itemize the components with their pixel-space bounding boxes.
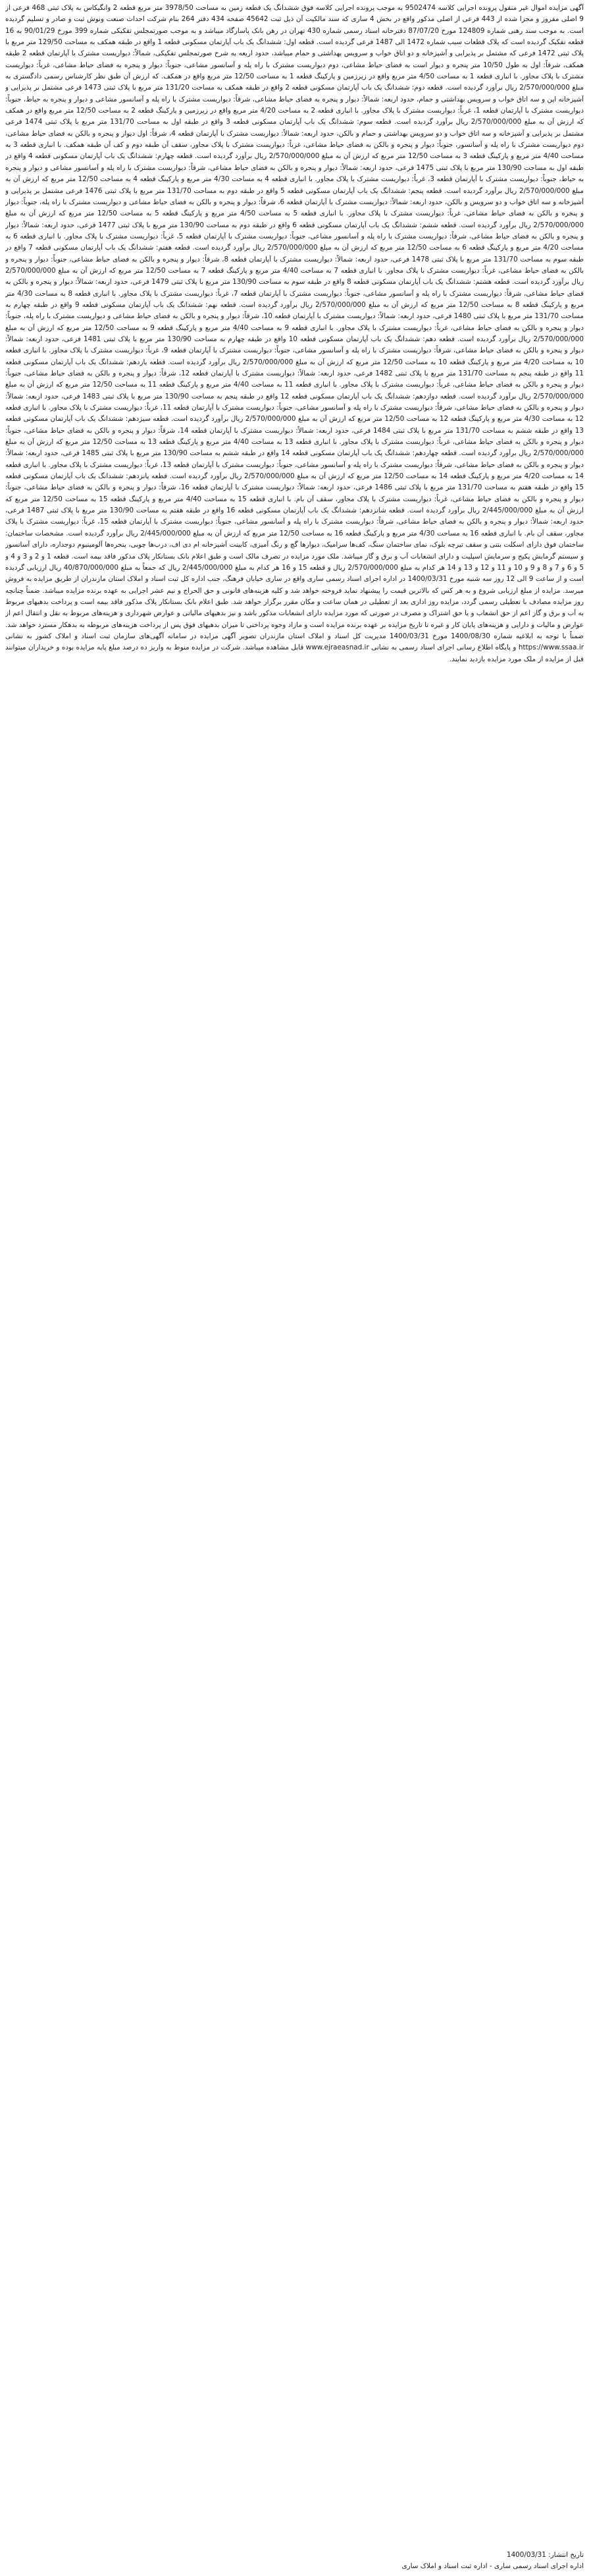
notice-body (5, 3, 584, 2545)
notice-paragraph: مشخصات ساختمان: ساختمان فوق دارای اسکلت بتنی و سقف تیرچه بلوک، نمای ساختمان سنگ، کف‌ها سرامیک، دیوارها گچ و رنگ آمیزی، کابینت آشپزخانه ام دی اف، درب‌ها چوبی، پنجره‌ها آلومینیوم دوجداره، دارای آسانسور و سیستم گرمایش پکیج و سرمایش اسپلیت و دارای انشعابات آب و برق و گاز میباشد. ملک مورد مزایده در تصرف مالک است و طبق اعلام بانک بستانکار پلاک مذکور فاقد بیمه است. (5, 529, 584, 561)
notice-paragraph: مزایده از مبلغ ارزیابی شروع و به هر کس که بالاترین قیمت را پیشنهاد نماید فروخته خواهد شد و کلیه هزینه‌های قانونی و حق الحراج و نیم عشر اجرایی به عهده برنده مزایده میباشد. ضمناً چنانچه روز مزایده مصادف با تعطیلی رسمی گردد، مزایده روز اداری بعد از تعطیلی در همان ساعت و مکان مقرر برگزار خواهد شد. طبق اعلام بانک بستانکار پلاک مذکور فاقد بیمه است و پرداخت بدهیهای مربوط به آب و برق و گاز اعم از حق انشعاب و یا حق اشتراک و مصرف در صورتی که مورد مزایده دارای انشعابات مذکور باشد و نیز بدهیهای مالیاتی و عوارض شهرداری و هزینه‌های مربوط به نقل و انتقال اعم از عوارض و مالیات و دارایی و هزینه‌های پایان کار و غیره تا تاریخ مزایده بر عهده برنده مزایده است و مازاد وجوه پرداختی تا میزان بدهیهای فوق پس از پرداخت هزینه‌های مربوطه به بدهکار مسترد خواهد شد. (5, 586, 584, 629)
notice-paragraph: قطعه یازدهم: ششدانگ یک باب آپارتمان مسکونی قطعه 11 واقع در طبقه پنجم به مساحت 131/70 متر مربع با پلاک ثبتی 1482 فرعی، حدود اربعه: شمالاً: دیواریست مشترک با آپارتمان قطعه 12، شرقاً: دیوار و پنجره و بالکن به فضای حیاط مشاعی، جنوباً: دیوار و پنجره و بالکن به فضای حیاط مشاعی، غرباً: دیواریست مشترک با پلاک مجاور. با انباری قطعه 11 به مساحت 4/40 متر مربع و پارکینگ قطعه 11 به مساحت 12/50 متر مربع که ارزش آن به مبلغ 2/570/000/000 ریال برآورد گردیده است. (5, 358, 584, 400)
notice-paragraph: قطعه ششم: ششدانگ یک باب آپارتمان مسکونی قطعه 6 واقع در طبقه دوم به مساحت 130/90 متر مربع با پلاک ثبتی 1477 فرعی، حدود اربعه: شمالاً: دیوار و پنجره و بالکن به فضای حیاط مشاعی، شرقاً: دیواریست مشترک با راه پله و آسانسور مشاعی، جنوباً: دیواریست مشترک با آپارتمان قطعه 5، غرباً: دیواریست مشترک با پلاک مجاور. با انباری قطعه 6 به مساحت 4/20 متر مربع و پارکینگ قطعه 6 به مساحت 12/50 متر مربع که ارزش آن به مبلغ 2/570/000/000 ریال برآورد گردیده است. (5, 221, 584, 252)
notice-footer (5, 2550, 584, 2572)
notice-paragraph: قطعه 1 و 2 و 3 و 4 و 5 و 6 و 7 و 8 و 9 و 10 و 11 و 12 و 13 و 14 هر کدام به مبلغ 2/570/000/000 ریال و قطعه 15 و 16 هر کدام به مبلغ 2/445/000/000 ریال که جمعاً به مبلغ 40/870/000/000 ریال ارزیابی گردیده است و از ساعت 9 الی 12 روز سه شنبه مورخ 1400/03/31 در اداره اجرای اسناد رسمی ساری واقع در ساری خیابان فرهنگ، جنب اداره کل ثبت اسناد و املاک استان مازندران از طریق مزایده به فروش میرسد. (5, 552, 584, 595)
notice-paragraph: قطعه هشتم: ششدانگ یک باب آپارتمان مسکونی قطعه 8 واقع در طبقه سوم به مساحت 130/90 متر مربع با پلاک ثبتی 1479 فرعی، حدود اربعه: شمالاً: دیوار و پنجره و بالکن به فضای حیاط مشاعی، شرقاً: دیواریست مشترک با راه پله و آسانسور مشاعی، جنوباً: دیواریست مشترک با آپارتمان قطعه 7، غرباً: دیواریست مشترک با پلاک مجاور. با انباری قطعه 8 به مساحت 4/30 متر مربع و پارکینگ قطعه 8 به مساحت 12/50 متر مربع که ارزش آن به مبلغ 2/570/000/000 ریال برآورد گردیده است. (5, 278, 584, 309)
issuing-office: اداره اجرای اسناد رسمی ساری - اداره ثبت اسناد و املاک ساری (401, 2562, 584, 2570)
publication-date: تاریخ انتشار: 1400/03/31 (506, 2551, 584, 2559)
notice-paragraph: قطعه هفتم: ششدانگ یک باب آپارتمان مسکونی قطعه 7 واقع در طبقه سوم به مساحت 131/70 متر مربع با پلاک ثبتی 1478 فرعی، حدود اربعه: شمالاً: دیواریست مشترک با آپارتمان قطعه 8، شرقاً: دیوار و پنجره و بالکن به فضای حیاط مشاعی، جنوباً: دیوار و پنجره و بالکن به فضای حیاط مشاعی، غرباً: دیواریست مشترک با پلاک مجاور. با انباری قطعه 7 به مساحت 4/40 متر مربع و پارکینگ قطعه 7 به مساحت 12/50 متر مربع که ارزش آن به مبلغ 2/570/000/000 ریال برآورد گردیده است. (5, 244, 584, 287)
notice-paragraph: قطعه دوم: ششدانگ یک باب آپارتمان مسکونی قطعه 2 واقع در طبقه همکف به مساحت 131/20 متر مربع با پلاک ثبتی 1473 فرعی مشتمل بر پذیرایی و آشپزخانه اپن و سه اتاق خواب و سرویس بهداشتی و حمام، حدود اربعه: شمالاً: دیوار و پنجره به فضای حیاط مشاعی، شرقاً: دیواریست مشترک با راه پله و آسانسور مشاعی و دیوار و پنجره به حیاط، جنوباً: دیواریست مشترک با آپارتمان قطعه 1، غرباً: دیواریست مشترک با پلاک مجاور. با انباری قطعه 2 به مساحت 4/20 متر مربع واقع در زیرزمین و پارکینگ قطعه 2 به مساحت 12/50 متر مربع واقع در همکف که ارزش آن به مبلغ 2/570/000/000 ریال برآورد گردیده است. (5, 84, 584, 126)
notice-paragraph: قطعه دوازدهم: ششدانگ یک باب آپارتمان مسکونی قطعه 12 واقع در طبقه پنجم به مساحت 130/90 متر مربع با پلاک ثبتی 1483 فرعی، حدود اربعه: شمالاً: دیوار و پنجره و بالکن به فضای حیاط مشاعی، شرقاً: دیواریست مشترک با راه پله و آسانسور مشاعی، جنوباً: دیواریست مشترک با آپارتمان قطعه 11، غرباً: دیواریست مشترک با پلاک مجاور. با انباری قطعه 12 به مساحت 4/30 متر مربع و پارکینگ قطعه 12 به مساحت 12/50 متر مربع که ارزش آن به مبلغ 2/570/000/000 ریال برآورد گردیده است. (5, 392, 584, 424)
notice-paragraph: قطعه دهم: ششدانگ یک باب آپارتمان مسکونی قطعه 10 واقع در طبقه چهارم به مساحت 130/90 متر مربع با پلاک ثبتی 1481 فرعی، حدود اربعه: شمالاً: دیوار و پنجره و بالکن به فضای حیاط مشاعی، شرقاً: دیواریست مشترک با راه پله و آسانسور مشاعی، جنوباً: دیواریست مشترک با آپارتمان قطعه 9، غرباً: دیواریست مشترک با پلاک مجاور. با انباری قطعه 10 به مساحت 4/20 متر مربع و پارکینگ قطعه 10 به مساحت 12/50 متر مربع که ارزش آن به مبلغ 2/570/000/000 ریال برآورد گردیده است. (5, 335, 584, 366)
notice-paragraph: قطعه نهم: ششدانگ یک باب آپارتمان مسکونی قطعه 9 واقع در طبقه چهارم به مساحت 131/70 متر مربع با پلاک ثبتی 1480 فرعی، حدود اربعه: شمالاً: دیواریست مشترک با آپارتمان قطعه 10، شرقاً: دیوار و پنجره و بالکن به فضای حیاط مشاعی و دیواریست مشترک با راه پله، جنوباً: دیوار و پنجره و بالکن به فضای حیاط مشاعی، غرباً: دیواریست مشترک با پلاک مجاور. با انباری قطعه 9 به مساحت 4/40 متر مربع و پارکینگ قطعه 9 به مساحت 12/50 متر مربع که ارزش آن به مبلغ 2/570/000/000 ریال برآورد گردیده است. (5, 300, 584, 343)
notice-paragraph: آگهی مزایده اموال غیر منقول پرونده اجرایی کلاسه 9502474 به موجب پرونده اجرایی کلاسه فوق ششدانگ یک قطعه زمین به مساحت 3978/50 متر مربع قطعه 2 وانگیکاس به پلاک ثبتی 468 فرعی از 9 اصلی مفروز و مجزا شده از 443 فرعی از اصلی مذکور واقع در بخش 4 ساری که سند مالکیت آن ذیل ثبت 45642 صفحه 434 دفتر 264 بنام شرکت احداث صنعت ونوش ثبت و صادر و تسلیم گردیده است. به موجب سند رهنی شماره 124809 مورخ 87/07/20 دفترخانه اسناد رسمی شماره 430 تهران در رهن بانک پاسارگاد میباشد و به موجب صورتمجلس تفکیکی شماره 399 مورخ 90/01/29 به 16 قطعه تفکیک گردیده است که پلاک قطعات سبب شماره 1472 الی 1487 فرعی گردیده است. (5, 4, 584, 47)
notice-paragraph: قطعه اول: ششدانگ یک باب آپارتمان مسکونی قطعه 1 واقع در طبقه همکف به مساحت 129/50 متر مربع با پلاک ثبتی 1472 فرعی که مشتمل بر پذیرایی و آشپزخانه و دو اتاق خواب و سرویس بهداشتی و حمام میباشد، حدود اربعه به شرح صورتمجلس تفکیکی، شمالاً: دیواریست مشترک با آپارتمان قطعه 2 طبقه همکف، شرقاً: اول به طول 10/50 متر پنجره و دیوار است به فضای حیاط مشاعی، دوم دیواریست مشترک با راه پله و آسانسور مشاعی، جنوباً: دیوار و پنجره به فضای حیاط مشاعی، غرباً: دیواریست مشترک با پلاک مجاور. با انباری قطعه 1 به مساحت 4/50 متر مربع واقع در زیرزمین و پارکینگ قطعه 1 به مساحت 12/50 متر مربع واقع در همکف. که ارزش آن طبق نظر کارشناس رسمی دادگستری به مبلغ 2/570/000/000 ریال برآورد گردیده است. (5, 38, 584, 92)
notice-paragraph: قطعه چهارم: ششدانگ یک باب آپارتمان مسکونی قطعه 4 واقع در طبقه اول به مساحت 130/90 متر مربع با پلاک ثبتی 1475 فرعی، حدود اربعه: شمالاً: دیوار و پنجره و بالکن به فضای حیاط مشاعی، شرقاً: دیواریست مشترک با راه پله و آسانسور مشاعی و دیوار و پنجره به حیاط، جنوباً: دیواریست مشترک با آپارتمان قطعه 3، غرباً: دیواریست مشترک با پلاک مجاور. با انباری قطعه 4 به مساحت 4/30 متر مربع و پارکینگ قطعه 4 به مساحت 12/50 متر مربع که ارزش آن به مبلغ 2/570/000/000 ریال برآورد گردیده است. (5, 152, 584, 195)
notice-paragraph: قطعه پنجم: ششدانگ یک باب آپارتمان مسکونی قطعه 5 واقع در طبقه دوم به مساحت 131/70 متر مربع با پلاک ثبتی 1476 فرعی مشتمل بر پذیرایی و آشپزخانه و سه اتاق خواب و دو سرویس و بالکن، حدود اربعه: شمالاً: دیواریست مشترک با آپارتمان قطعه 6، شرقاً: دیوار و پنجره و بالکن به فضای حیاط مشاعی و دیواریست مشترک با راه پله، جنوباً: دیوار و پنجره و بالکن به فضای حیاط مشاعی، غرباً: دیواریست مشترک با پلاک مجاور. با انباری قطعه 5 به مساحت 4/50 متر مربع و پارکینگ قطعه 5 به مساحت 12/50 متر مربع که ارزش آن به مبلغ 2/570/000/000 ریال برآورد گردیده است. (5, 186, 584, 229)
notice-paragraph: قطعه چهاردهم: ششدانگ یک باب آپارتمان مسکونی قطعه 14 واقع در طبقه ششم به مساحت 130/90 متر مربع با پلاک ثبتی 1485 فرعی، حدود اربعه: شمالاً: دیوار و پنجره و بالکن به فضای حیاط مشاعی، شرقاً: دیواریست مشترک با راه پله و آسانسور مشاعی، جنوباً: دیواریست مشترک با آپارتمان قطعه 13، غرباً: دیواریست مشترک با پلاک مجاور. با انباری قطعه 14 به مساحت 4/20 متر مربع و پارکینگ قطعه 14 به مساحت 12/50 متر مربع که ارزش آن به مبلغ 2/570/000/000 ریال برآورد گردیده است. (5, 449, 584, 481)
notice-paragraph: ضمناً با توجه به ابلاغیه شماره 1400/08/30 مورخ 1400/03/31 مدیریت کل اسناد و املاک استان مازندران تصویر آگهی مزایده در سامانه آگهی‌های سازمان ثبت اسناد و املاک کشور به نشانی https://www.ssaa.ir و پایگاه اطلاع رسانی اجرای اسناد رسمی به نشانی www.ejraeasnad.ir قابل مشاهده میباشد. شرکت در مزایده منوط به واریز ده درصد مبلغ پایه مزایده بوده و خریداران میتوانند قبل از مزایده از ملک مورد مزایده بازدید نمایند. (5, 632, 584, 663)
notice-paragraph: قطعه سوم: ششدانگ یک باب آپارتمان مسکونی قطعه 3 واقع در طبقه اول به مساحت 131/70 متر مربع با پلاک ثبتی 1474 فرعی مشتمل بر پذیرایی و آشپزخانه و سه اتاق خواب و دو سرویس بهداشتی و حمام و بالکن، حدود اربعه: شمالاً: دیواریست مشترک با آپارتمان قطعه 4، شرقاً: اول دیوار و پنجره و بالکن به فضای حیاط مشاعی، دوم دیواریست مشترک با راه پله و آسانسور، جنوباً: دیوار و پنجره و بالکن به فضای حیاط مشاعی، غرباً: دیواریست مشترک با پلاک مجاور، سقف آن طبقه دوم و کف آن طبقه همکف. با انباری قطعه 3 به مساحت 4/40 متر مربع و پارکینگ قطعه 3 به مساحت 12/50 متر مربع که ارزش آن به مبلغ 2/570/000/000 ریال برآورد گردیده است. (5, 118, 584, 161)
notice-paragraph: قطعه پانزدهم: ششدانگ یک باب آپارتمان مسکونی قطعه 15 واقع در طبقه هفتم به مساحت 131/70 متر مربع با پلاک ثبتی 1486 فرعی، حدود اربعه: شمالاً: دیواریست مشترک با آپارتمان قطعه 16، شرقاً: دیوار و پنجره و بالکن به فضای حیاط مشاعی، جنوباً: دیوار و پنجره و بالکن به فضای حیاط مشاعی، غرباً: دیواریست مشترک با پلاک مجاور، سقف آن بام. با انباری قطعه 15 به مساحت 4/40 متر مربع و پارکینگ قطعه 15 به مساحت 12/50 متر مربع که ارزش آن به مبلغ 2/445/000/000 ریال برآورد گردیده است. (5, 472, 584, 515)
notice-paragraph: قطعه سیزدهم: ششدانگ یک باب آپارتمان مسکونی قطعه 13 واقع در طبقه ششم به مساحت 131/70 متر مربع با پلاک ثبتی 1484 فرعی، حدود اربعه: شمالاً: دیواریست مشترک با آپارتمان قطعه 14، شرقاً: دیوار و پنجره و بالکن به فضای حیاط مشاعی، جنوباً: دیوار و پنجره و بالکن به فضای حیاط مشاعی، غرباً: دیواریست مشترک با پلاک مجاور. با انباری قطعه 13 به مساحت 4/40 متر مربع و پارکینگ قطعه 13 به مساحت 12/50 متر مربع که ارزش آن به مبلغ 2/570/000/000 ریال برآورد گردیده است. (5, 415, 584, 458)
notice-paragraph: قطعه شانزدهم: ششدانگ یک باب آپارتمان مسکونی قطعه 16 واقع در طبقه هفتم به مساحت 130/90 متر مربع با پلاک ثبتی 1487 فرعی، حدود اربعه: شمالاً: دیوار و پنجره و بالکن به فضای حیاط مشاعی، شرقاً: دیواریست مشترک با راه پله و آسانسور مشاعی، جنوباً: دیواریست مشترک با آپارتمان قطعه 15، غرباً: دیواریست مشترک با پلاک مجاور، سقف آن بام. با انباری قطعه 16 به مساحت 4/30 متر مربع و پارکینگ قطعه 16 به مساحت 12/50 متر مربع که ارزش آن به مبلغ 2/445/000/000 ریال برآورد گردیده است. (5, 507, 584, 537)
